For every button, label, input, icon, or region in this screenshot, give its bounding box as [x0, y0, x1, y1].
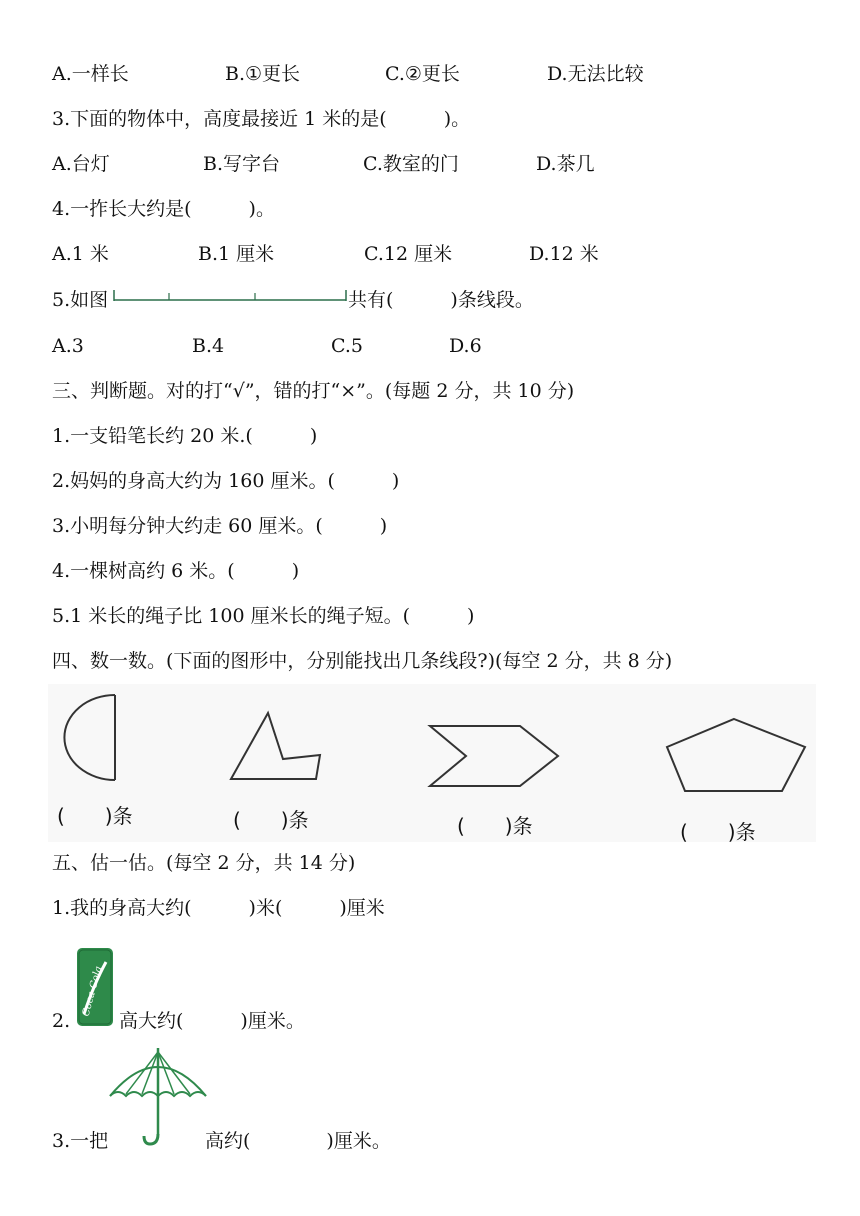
q5-option-d: D.6 — [449, 335, 482, 357]
section5-title: 五、估一估。(每空 2 分，共 14 分) — [52, 852, 356, 874]
q2-option-a: A.一样长 — [52, 63, 129, 85]
q4-option-a: A.1 米 — [52, 243, 109, 265]
estimate-item-3-suffix: 高约( )厘米。 — [205, 1130, 391, 1152]
cola-brand-text: Coca-Cola — [80, 965, 105, 1018]
q2-option-c: C.②更长 — [385, 63, 460, 85]
judge-item-2: 2.妈妈的身高大约为 160 厘米。( ) — [52, 470, 400, 492]
count-label-1: ( )条 — [57, 804, 133, 828]
judge-item-3: 3.小明每分钟大约走 60 厘米。( ) — [52, 515, 388, 537]
q5-option-a: A.3 — [52, 335, 84, 357]
estimate-item-2-prefix: 2. — [52, 1010, 71, 1032]
q4-question: 4.一拃长大约是( )。 — [52, 198, 275, 220]
estimate-item-3-prefix: 3.一把 — [52, 1130, 109, 1152]
q3-option-a: A.台灯 — [52, 153, 110, 175]
section4-title: 四、数一数。(下面的图形中，分别能找出几条线段?)(每空 2 分，共 8 分) — [52, 650, 673, 672]
pentagon-shape — [660, 713, 810, 797]
count-label-3: ( )条 — [457, 814, 533, 838]
arrow-hexagon-shape — [424, 720, 564, 792]
q2-option-d: D.无法比较 — [547, 63, 644, 85]
q3-option-c: C.教室的门 — [363, 153, 459, 175]
q4-option-b: B.1 厘米 — [198, 243, 275, 265]
section3-title: 三、判断题。对的打“√”，错的打“×”。(每题 2 分，共 10 分) — [52, 380, 575, 402]
judge-item-1: 1.一支铅笔长约 20 米.( ) — [52, 425, 318, 447]
q4-option-d: D.12 米 — [529, 243, 599, 265]
q5-option-b: B.4 — [192, 335, 225, 357]
umbrella-icon — [106, 1046, 210, 1150]
cola-can-icon — [74, 944, 116, 1030]
estimate-item-2-suffix: 高大约( )厘米。 — [119, 1010, 305, 1032]
judge-item-5: 5.1 米长的绳子比 100 厘米长的绳子短。( ) — [52, 605, 475, 627]
q2-option-b: B.①更长 — [225, 63, 301, 85]
q4-option-c: C.12 厘米 — [364, 243, 453, 265]
q5-question-suffix: 共有( )条线段。 — [348, 289, 534, 311]
segment-figure — [112, 286, 348, 306]
judge-item-4: 4.一棵树高约 6 米。( ) — [52, 560, 300, 582]
q5-option-c: C.5 — [331, 335, 363, 357]
half-circle-shape — [55, 690, 125, 790]
q3-option-d: D.茶几 — [536, 153, 595, 175]
q5-question-prefix: 5.如图 — [52, 289, 109, 311]
estimate-item-1: 1.我的身高大约( )米( )厘米 — [52, 897, 385, 919]
q3-question: 3.下面的物体中，高度最接近 1 米的是( )。 — [52, 108, 471, 130]
quadrilateral-shape — [224, 705, 328, 785]
q3-option-b: B.写字台 — [203, 153, 281, 175]
count-label-4: ( )条 — [680, 820, 756, 844]
count-label-2: ( )条 — [233, 808, 309, 832]
